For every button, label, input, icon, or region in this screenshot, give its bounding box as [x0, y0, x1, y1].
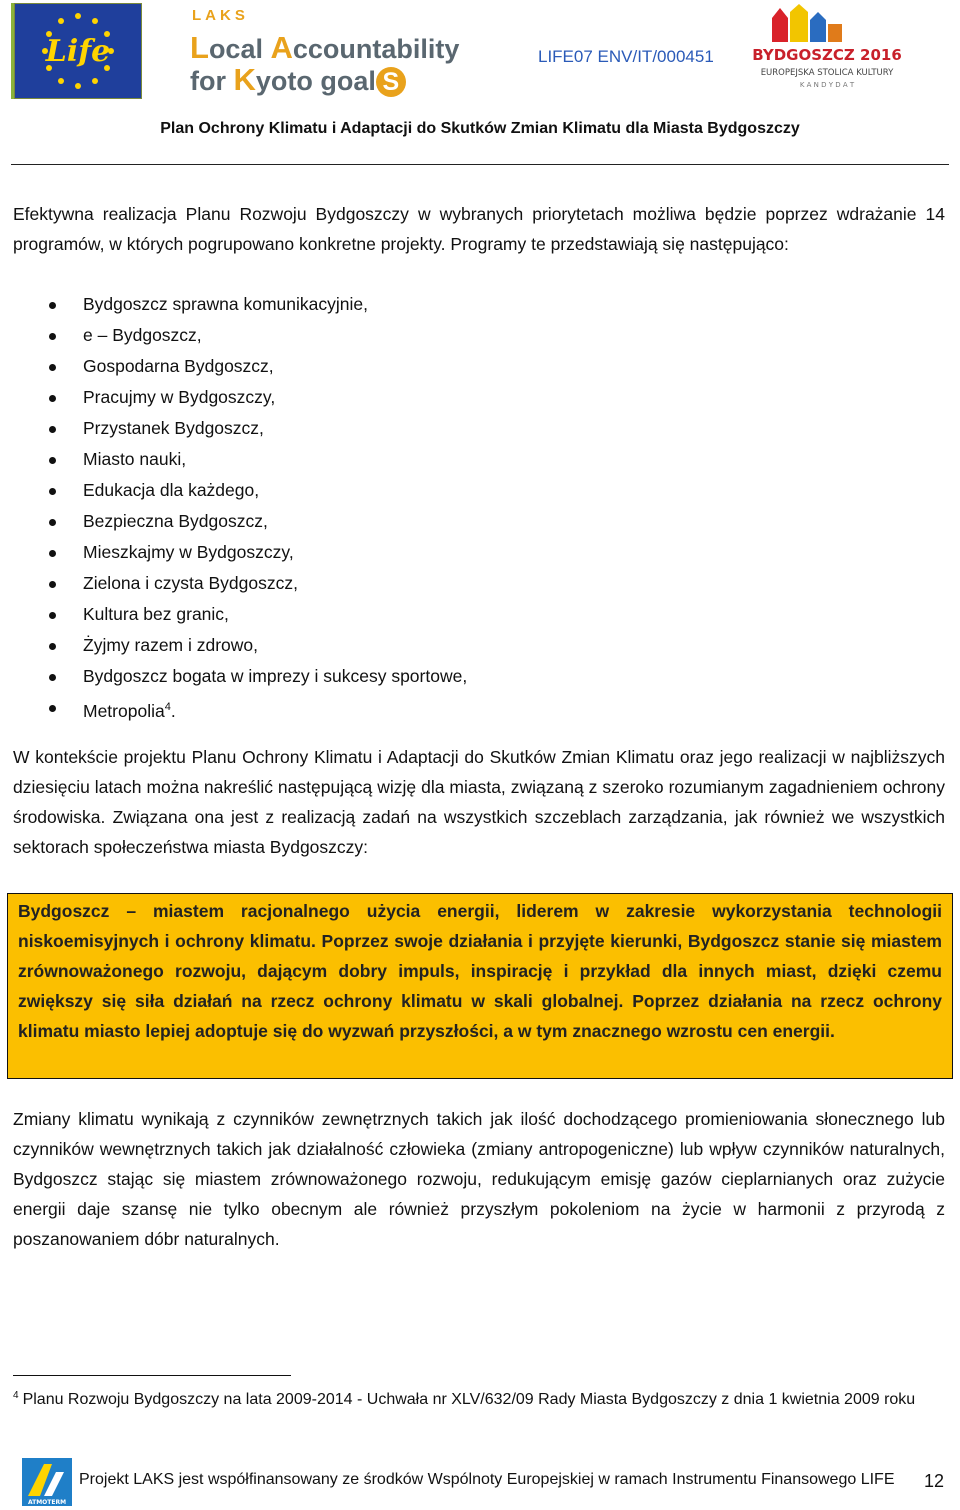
page-heading: Plan Ochrony Klimatu i Adaptacji do Skutków Zmian Klimatu dla Miasta Bydgoszczy	[160, 120, 800, 137]
list-item: Przystanek Bydgoszcz,	[42, 413, 467, 444]
footer-funding-note: Projekt LAKS jest współfinansowany ze środków Wspólnoty Europejskiej w ramach Instrumentu Finansowego LIFE	[79, 1471, 895, 1488]
bydgoszcz-2016-logo	[752, 4, 902, 90]
list-item: Bydgoszcz sprawna komunikacyjnie,	[42, 289, 467, 320]
page-number: 12	[924, 1471, 945, 1491]
bydgoszcz-logo-title: BYDGOSZCZ 2016	[752, 46, 902, 64]
laks-word-for: for	[190, 66, 234, 96]
bydgoszcz-logo-subtitle: EUROPEJSKA STOLICA KULTURY	[760, 68, 894, 78]
laks-title-line1	[190, 30, 459, 66]
header-divider	[11, 164, 949, 165]
laks-title-line2	[190, 62, 406, 98]
laks-letter-a: A	[270, 30, 293, 65]
list-item: Gospodarna Bydgoszcz,	[42, 351, 467, 382]
laks-letter-l: L	[190, 30, 209, 65]
metropolia-label: Metropolia	[83, 700, 165, 721]
footnote-text: Planu Rozwoju Bydgoszczy na lata 2009-2014 - Uchwała nr XLV/632/09 Rady Miasta Bydgoszczy z dnia 1 kwietnia 2009 roku	[22, 1391, 916, 1408]
footnote-reference[interactable]: 4	[164, 701, 171, 713]
footnote-mark: 4	[13, 1390, 19, 1401]
list-item-metropolia	[42, 692, 467, 727]
project-code: LIFE07 ENV/IT/000451	[538, 47, 714, 66]
list-item: Pracujmy w Bydgoszczy,	[42, 382, 467, 413]
list-item: Miasto nauki,	[42, 444, 467, 475]
footnote-divider	[13, 1375, 291, 1376]
laks-word-yoto-goal: yoto goal	[255, 66, 376, 96]
climate-paragraph: Zmiany klimatu wynikają z czynników zewnętrznych takich jak ilość dochodzącego promieniowania słonecznego lub czynników wewnętrznych takich jak działalność człowieka (zmiany antropogeniczne) lub wpływ czynników naturalnych, Bydgoszcz stając się miastem zrównoważonego rozwoju, redukującym emisję gazów cieplarnianych oraz zużycie energii daje szansę nie tylko obecnym ale również przyszłym pokoleniom na życie w harmonii z przyrodą z poszanowaniem dóbr naturalnych.	[13, 1109, 945, 1249]
bydgoszcz-logo-tag: K A N D Y D A T	[799, 81, 855, 89]
footnote	[13, 1384, 933, 1412]
list-item: Bezpieczna Bydgoszcz,	[42, 506, 467, 537]
vision-callout-box	[7, 893, 953, 1079]
list-item: Zielona i czysta Bydgoszcz,	[42, 568, 467, 599]
laks-word-ccountability: ccountability	[292, 34, 460, 64]
bydgoszcz-logo-graphic	[752, 4, 902, 90]
list-item: Żyjmy razem i zdrowo,	[42, 630, 467, 661]
intro-paragraph: Efektywna realizacja Planu Rozwoju Bydgoszczy w wybranych priorytetach możliwa będzie poprzez wdrażanie 14 programów, w których pogrupowano konkretne projekty. Programy te przedstawiają się następująco:	[13, 204, 945, 254]
laks-letter-s-badge: S	[376, 67, 406, 97]
life-logo-graphic	[15, 4, 141, 98]
programs-list	[42, 289, 467, 727]
life-eu-logo	[14, 3, 142, 99]
list-item: Edukacja dla każdego,	[42, 475, 467, 506]
laks-letter-k: K	[233, 62, 256, 97]
list-item: e – Bydgoszcz,	[42, 320, 467, 351]
laks-word-ocal: ocal	[208, 34, 271, 64]
context-paragraph: W kontekście projektu Planu Ochrony Klimatu i Adaptacji do Skutków Zmian Klimatu oraz jego realizacji w najbliższych dziesięciu latach można nakreślić następującą wizję dla miasta, związaną z szeroko rozumianym zagadnieniem ochrony środowiska. Związana ona jest z realizacją zadań na wszystkich szczeblach zarządzania, jak również we wszystkich sektorach społeczeństwa miasta Bydgoszczy:	[13, 747, 945, 857]
atmoterm-logo	[22, 1458, 72, 1506]
list-item: Bydgoszcz bogata w imprezy i sukcesy sportowe,	[42, 661, 467, 692]
list-item: Mieszkajmy w Bydgoszczy,	[42, 537, 467, 568]
list-end-punctuation: .	[170, 700, 176, 721]
laks-acronym: LAKS	[192, 7, 249, 24]
list-item: Kultura bez granic,	[42, 599, 467, 630]
atmoterm-logo-graphic	[22, 1458, 72, 1506]
life-logo-text: Life	[45, 34, 111, 69]
vision-statement: Bydgoszcz – miastem racjonalnego użycia energii, liderem w zakresie wykorzystania technologii niskoemisyjnych i ochrony klimatu. Poprzez swoje działania i przyjęte kierunki, Bydgoszcz stanie się miastem zrównoważonego rozwoju, dającym dobry impuls, inspirację i przykład dla innych miast, dzięki czemu zwiększy się siła działań na rzecz ochrony klimatu w skali globalnej. Poprzez działania na rzecz ochrony klimatu miasto lepiej adoptuje się do wyzwań przyszłości, a w tym znacznego wzrostu cen energii.	[18, 901, 942, 1041]
atmoterm-logo-text: ATMOTERM	[27, 1499, 67, 1506]
